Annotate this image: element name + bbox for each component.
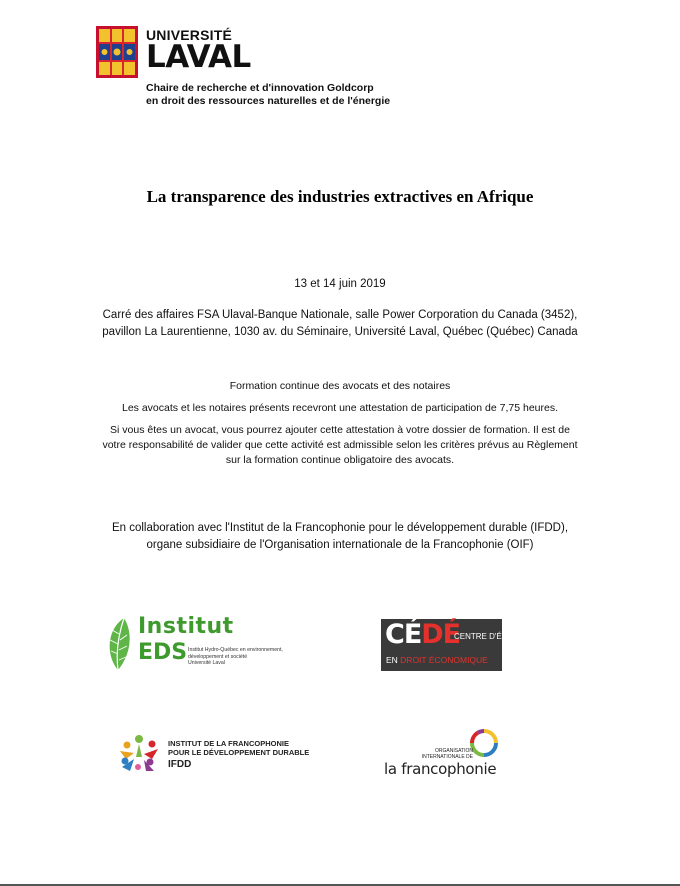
cede-line-2	[386, 655, 488, 665]
oif-line-2: INTERNATIONALE DE	[421, 754, 473, 760]
leaf-icon	[104, 616, 136, 672]
cede-monogram	[385, 620, 460, 650]
chair-name	[146, 82, 390, 107]
cede-line-2b: DROIT ÉCONOMIQUE	[400, 655, 488, 665]
eds-sub-line-2: développement et société	[188, 653, 248, 660]
oif-line-1: ORGANISATION	[435, 748, 473, 754]
cede-line-1: CENTRE D'ÉTUDES	[454, 632, 529, 641]
universite-laval-logo	[96, 26, 391, 110]
chair-line-2: en droit des ressources naturelles et de l'énergie	[146, 94, 391, 107]
ifdd-acronym: IFDD	[168, 759, 192, 770]
event-date: 13 et 14 juin 2019	[294, 278, 386, 290]
eds-word-institut: Institut	[138, 614, 234, 639]
ifdd-line-2: POUR LE DÉVELOPPEMENT DURABLE	[168, 748, 310, 757]
cede-letters-red: DÉ	[421, 619, 461, 650]
attestation-note: Les avocats et les notaires présents recevront une attestation de participation de 7,75 heures.	[121, 402, 559, 414]
francophonie-ring-icon	[469, 728, 499, 758]
document-title: La transparence des industries extractives en Afrique	[146, 187, 534, 206]
cede-logo	[381, 619, 529, 671]
cede-letters-white: CÉ	[385, 619, 422, 650]
oif-name: la francophonie	[384, 760, 497, 778]
laval-shield-icon	[96, 26, 138, 78]
oif-logo	[383, 728, 503, 780]
training-label: Formation continue des avocats et des notaires	[229, 380, 451, 392]
laval-wordmark	[146, 27, 251, 75]
cede-line-2a: EN	[386, 655, 401, 665]
institut-eds-logo	[104, 614, 304, 674]
ifdd-figures-icon	[116, 729, 162, 775]
ifdd-line-1: INSTITUT DE LA FRANCOPHONIE	[168, 739, 289, 748]
ifdd-logo	[116, 729, 316, 777]
event-venue: Carré des affaires FSA Ulaval-Banque Nationale, salle Power Corporation du Canada (3452), pavillon La Laurentienne, 1030 av. du Séminaire, Université Laval, Québec (Québec) Canada	[102, 309, 578, 338]
collaboration-note: En collaboration avec l'Institut de la Francophonie pour le développement durable (IFDD), organe subsidiaire de l'Organisation internationale de la Francophonie (OIF)	[111, 522, 569, 551]
chair-line-1: Chaire de recherche et d'innovation Goldcorp	[146, 82, 374, 94]
eds-word-eds: EDS	[138, 640, 188, 665]
lawyers-note: Si vous êtes un avocat, vous pourrez ajouter cette attestation à votre dossier de formation. Il est de votre responsabilité de valider que cette activité est admissible selon les critères prévus au Règlement sur la formation continue obligatoire des avocats.	[102, 424, 578, 466]
eds-subtitle	[188, 647, 283, 667]
laval-label: LAVAL	[146, 39, 251, 75]
eds-sub-line-1: Institut Hydro-Québec en environnement,	[188, 647, 283, 653]
eds-sub-line-3: Université Laval	[188, 660, 225, 666]
university-label: UNIVERSITÉ	[146, 27, 233, 43]
